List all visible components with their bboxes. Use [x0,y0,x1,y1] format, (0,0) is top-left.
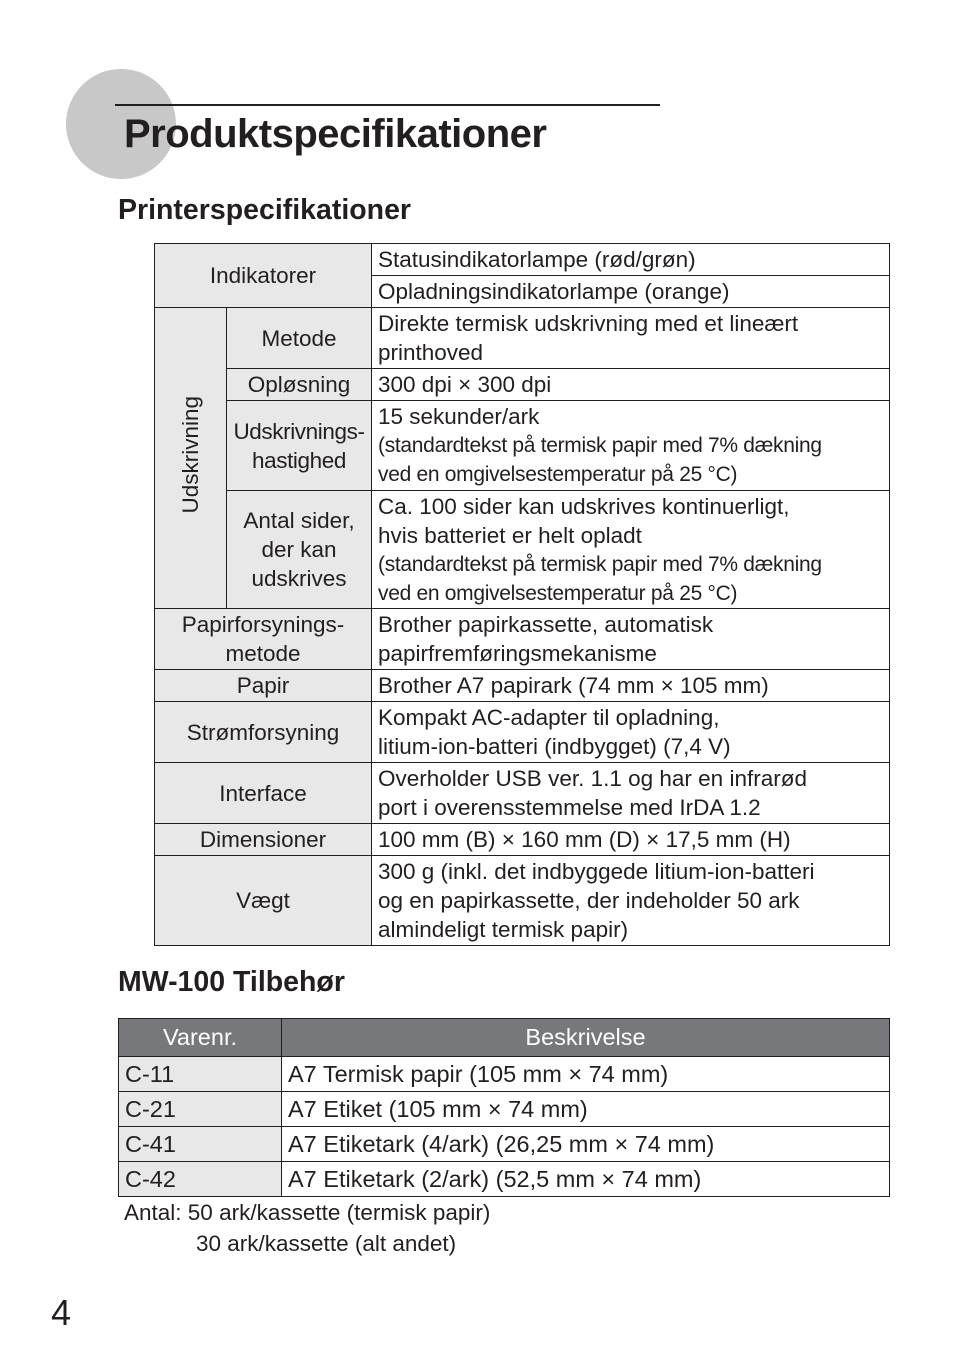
spec-value-line: Kompakt AC-adapter til opladning, [378,705,720,730]
spec-value-line: hvis batteriet er helt opladt [378,522,642,548]
spec-label-antal [227,491,372,609]
spec-value-line: (standardtekst på termisk papir med 7% dækning [378,434,822,457]
spec-value: 300 dpi × 300 dpi [372,369,890,401]
page-title: Produktspecifikationer [124,112,547,156]
spec-value: Opladningsindikatorlampe (orange) [372,276,890,308]
item-description: A7 Etiketark (2/ark) (52,5 mm × 74 mm) [282,1162,890,1197]
spec-row-dimensioner [155,824,890,856]
spec-value-line: papirfremføringsmekanisme [378,641,657,666]
printer-spec-table [154,243,890,946]
item-code: C-11 [119,1057,282,1092]
spec-value-line: Ca. 100 sider kan udskrives kontinuerligt, [378,493,790,519]
spec-label-line: Antal sider, [243,508,355,533]
spec-label-hastighed [227,401,372,491]
item-description: A7 Etiket (105 mm × 74 mm) [282,1092,890,1127]
spec-label-vaegt: Vægt [155,856,372,946]
spec-value-line: ved en omgivelsestemperatur på 25 °C) [378,581,738,605]
spec-value-line: port i overensstemmelse med IrDA 1.2 [378,795,761,820]
spec-value-line: ved en omgivelsestemperatur på 25 °C) [378,463,738,486]
spec-label-indikatorer: Indikatorer [155,244,372,308]
spec-value-line: 300 g (inkl. det indbyggede litium-ion-batteri [378,859,815,884]
spec-row-stromforsyning [155,702,890,763]
spec-row-metode [155,308,890,369]
spec-label-metode: Metode [227,308,372,369]
accessories-heading: MW-100 Tilbehør [118,966,345,998]
spec-row-papirforsyning [155,609,890,670]
spec-value: Statusindikatorlampe (rød/grøn) [372,244,890,276]
spec-value-line: (standardtekst på termisk papir med 7% dækning [378,552,822,576]
spec-row-oplosning [155,369,890,401]
table-row [119,1127,890,1162]
spec-value [372,609,890,670]
table-row [119,1162,890,1197]
item-code: C-41 [119,1127,282,1162]
spec-value [372,856,890,946]
spec-value [372,702,890,763]
spec-value-line: 15 sekunder/ark [378,404,540,429]
spec-value-line: litium-ion-batteri (indbygget) (7,4 V) [378,734,731,759]
quantity-note-line-2: 30 ark/kassette (alt andet) [196,1231,457,1256]
accessories-header-row [119,1019,890,1057]
spec-value-line: Brother papirkassette, automatisk [378,612,714,637]
title-rule [115,104,660,106]
spec-group-udskrivning [155,308,227,609]
quantity-note-line-1: Antal: 50 ark/kassette (termisk papir) [124,1200,491,1225]
spec-label-oplosning: Opløsning [227,369,372,401]
spec-row-vaegt [155,856,890,946]
spec-row-interface [155,763,890,824]
spec-value [372,308,890,369]
item-description: A7 Etiketark (4/ark) (26,25 mm × 74 mm) [282,1127,890,1162]
spec-row-hastighed [155,401,890,491]
spec-value-line: Direkte termisk udskrivning med et lineært [378,311,799,336]
spec-label-line: udskrives [251,566,347,591]
spec-value: 100 mm (B) × 160 mm (D) × 17,5 mm (H) [372,824,890,856]
spec-value-line: almindeligt termisk papir) [378,917,629,942]
table-row [119,1057,890,1092]
spec-label-interface: Interface [155,763,372,824]
table-row [119,1092,890,1127]
spec-row-papir [155,670,890,702]
spec-label-dimensioner: Dimensioner [155,824,372,856]
spec-value [372,491,890,609]
spec-value-line: printhoved [378,340,484,365]
column-header-varenr: Varenr. [119,1019,282,1057]
spec-label-stromforsyning: Strømforsyning [155,702,372,763]
spec-label-papir: Papir [155,670,372,702]
spec-row-indikatorer [155,244,890,276]
spec-value [372,401,890,491]
column-header-beskrivelse: Beskrivelse [282,1019,890,1057]
spec-group-label: Udskrivning [178,395,203,514]
spec-label-line: Papirforsynings- [181,612,345,637]
printer-specs-heading: Printerspecifikationer [118,194,412,226]
item-description: A7 Termisk papir (105 mm × 74 mm) [282,1057,890,1092]
spec-row-antal [155,491,890,609]
item-code: C-21 [119,1092,282,1127]
page-number: 4 [51,1292,72,1333]
spec-label-papirforsyning [155,609,372,670]
spec-value-line: Overholder USB ver. 1.1 og har en infrarød [378,766,807,791]
spec-label-line: metode [225,641,301,666]
spec-value-line: og en papirkassette, der indeholder 50 ark [378,888,800,913]
spec-label-line: Udskrivnings- [233,418,365,444]
spec-value: Brother A7 papirark (74 mm × 105 mm) [372,670,890,702]
spec-value [372,763,890,824]
spec-label-line: hastighed [252,447,346,473]
item-code: C-42 [119,1162,282,1197]
spec-label-line: der kan [261,537,337,562]
accessories-table [118,1018,890,1197]
